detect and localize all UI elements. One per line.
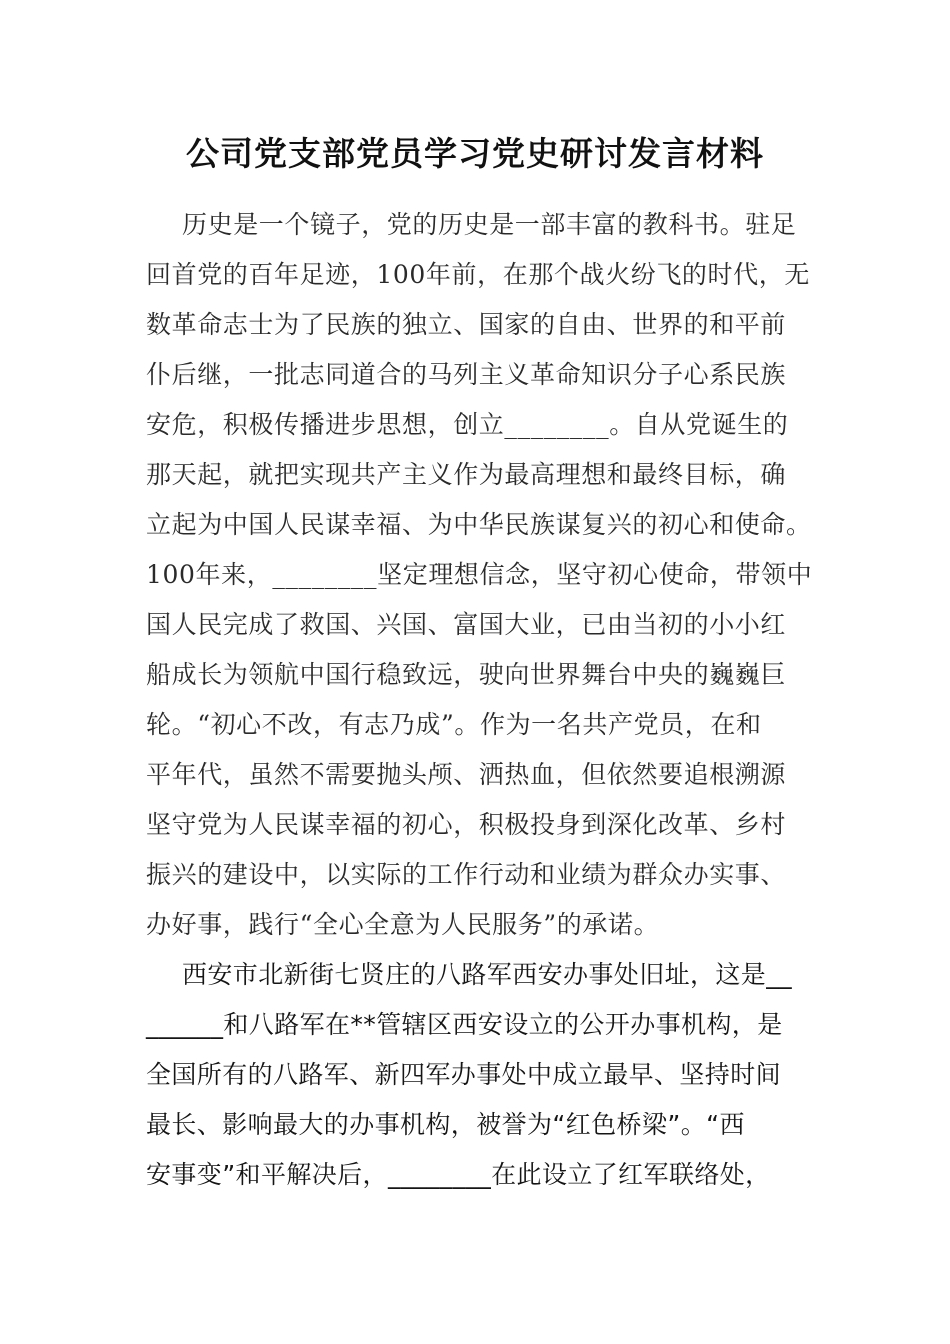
paragraph-1-line: 轮。“初心不改，有志乃成”。作为一名共产党员，在和 [146, 710, 762, 739]
paragraph-1-line: 100年来，________坚定理想信念，坚守初心使命，带领中 [146, 560, 813, 589]
paragraph-2-line: 西安市北新街七贤庄的八路军西安办事处旧址，这是__ [182, 960, 793, 989]
paragraph-1-line: 船成长为领航中国行稳致远，驶向世界舞台中央的巍巍巨 [146, 660, 787, 689]
paragraph-1-line: 安危，积极传播进步思想，创立________。自从党诞生的 [146, 410, 789, 439]
paragraph-1-line: 数革命志士为了民族的独立、国家的自由、世界的和平前 [146, 310, 787, 339]
paragraph-1-line: 历史是一个镜子，党的历史是一部丰富的教科书。驻足 [182, 210, 797, 239]
document-body [146, 200, 813, 1200]
paragraph-1-line: 立起为中国人民谋幸福、为中华民族谋复兴的初心和使命。 [146, 510, 812, 539]
paragraph-1-line: 回首党的百年足迹，100年前，在那个战火纷飞的时代，无 [146, 260, 810, 289]
paragraph-2-line: ______和八路军在**管辖区西安设立的公开办事机构，是 [146, 1010, 783, 1039]
paragraph-2-line: 最长、影响最大的办事机构，被誉为“红色桥梁”。“西 [146, 1110, 745, 1139]
paragraph-1-line: 坚守党为人民谋幸福的初心，积极投身到深化改革、乡村 [146, 810, 787, 839]
paragraph-1-line: 振兴的建设中，以实际的工作行动和业绩为群众办实事、 [146, 860, 787, 889]
paragraph-1-line: 仆后继，一批志同道合的马列主义革命知识分子心系民族 [146, 360, 787, 389]
paragraph-1-line: 国人民完成了救国、兴国、富国大业，已由当初的小小红 [146, 610, 787, 639]
paragraph-2-line: 安事变”和平解决后，________在此设立了红军联络处， [146, 1160, 771, 1189]
paragraph-1-line: 办好事，践行“全心全意为人民服务”的承诺。 [146, 910, 660, 939]
paragraph-2-line: 全国所有的八路军、新四军办事处中成立最早、坚持时间 [146, 1060, 782, 1089]
paragraph-1-line: 那天起，就把实现共产主义作为最高理想和最终目标，确 [146, 460, 787, 489]
paragraph-1-line: 平年代，虽然不需要抛头颅、洒热血，但依然要追根溯源 [146, 760, 787, 789]
document-title: 公司党支部党员学习党史研讨发言材料 [186, 134, 764, 173]
